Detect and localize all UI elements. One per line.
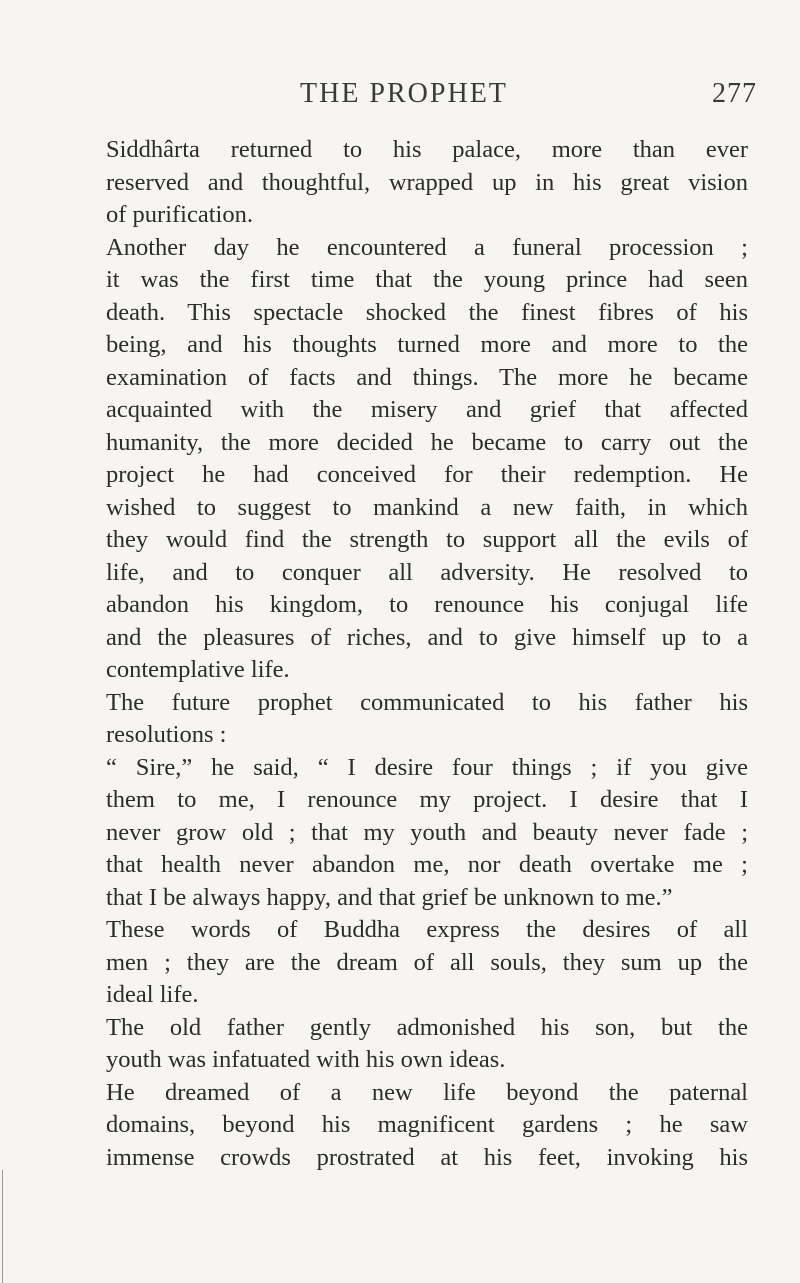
text-line: that health never abandon me, nor death overtake me ;	[106, 851, 748, 878]
text-line: He dreamed of a new life beyond the paternal	[106, 1078, 748, 1106]
text-line: of purification.	[106, 201, 253, 228]
text-line: domains, beyond his magnificent gardens ; he saw	[106, 1111, 748, 1138]
running-head	[0, 78, 800, 118]
text-line: and the pleasures of riches, and to give himself up to a	[106, 623, 748, 651]
page-number: 277	[712, 78, 757, 109]
text-line: wished to suggest to mankind a new faith, in which	[106, 493, 748, 521]
text-line: The future prophet communicated to his father his	[106, 688, 748, 716]
text-line: them to me, I renounce my project. I desire that I	[106, 786, 748, 813]
text-line: they would find the strength to support all the evils of	[106, 526, 748, 553]
text-line: resolutions :	[106, 721, 227, 748]
text-line: never grow old ; that my youth and beauty never fade ;	[106, 818, 748, 846]
text-line: ideal life.	[106, 981, 199, 1008]
text-line: youth was infatuated with his own ideas.	[106, 1046, 506, 1073]
text-line: Siddhârta returned to his palace, more than ever	[106, 136, 748, 163]
text-line: men ; they are the dream of all souls, they sum up the	[106, 948, 748, 976]
running-title: THE PROPHET	[300, 78, 508, 109]
text-line: contemplative life.	[106, 656, 290, 683]
text-line: project he had conceived for their redemption. He	[106, 461, 748, 488]
text-line: acquainted with the misery and grief that affected	[106, 396, 748, 423]
body-text	[106, 134, 748, 1174]
text-line: The old father gently admonished his son, but the	[106, 1013, 748, 1041]
text-line: These words of Buddha express the desires of all	[106, 916, 748, 943]
text-line: abandon his kingdom, to renounce his conjugal life	[106, 591, 748, 618]
text-line: being, and his thoughts turned more and more to the	[106, 331, 748, 358]
text-line: life, and to conquer all adversity. He resolved to	[106, 558, 748, 586]
text-line: death. This spectacle shocked the finest fibres of his	[106, 298, 748, 326]
text-line: examination of facts and things. The more he became	[106, 363, 748, 391]
text-line: it was the first time that the young prince had seen	[106, 266, 748, 293]
text-line: reserved and thoughtful, wrapped up in his great vision	[106, 168, 748, 196]
margin-rule	[2, 1170, 3, 1283]
text-line: that I be always happy, and that grief be unknown to me.”	[106, 883, 673, 911]
text-line: immense crowds prostrated at his feet, invoking his	[106, 1143, 748, 1171]
text-line: Another day he encountered a funeral procession ;	[106, 233, 748, 261]
text-line: “ Sire,” he said, “ I desire four things ; if you give	[106, 753, 748, 781]
text-line: humanity, the more decided he became to carry out the	[106, 428, 748, 456]
